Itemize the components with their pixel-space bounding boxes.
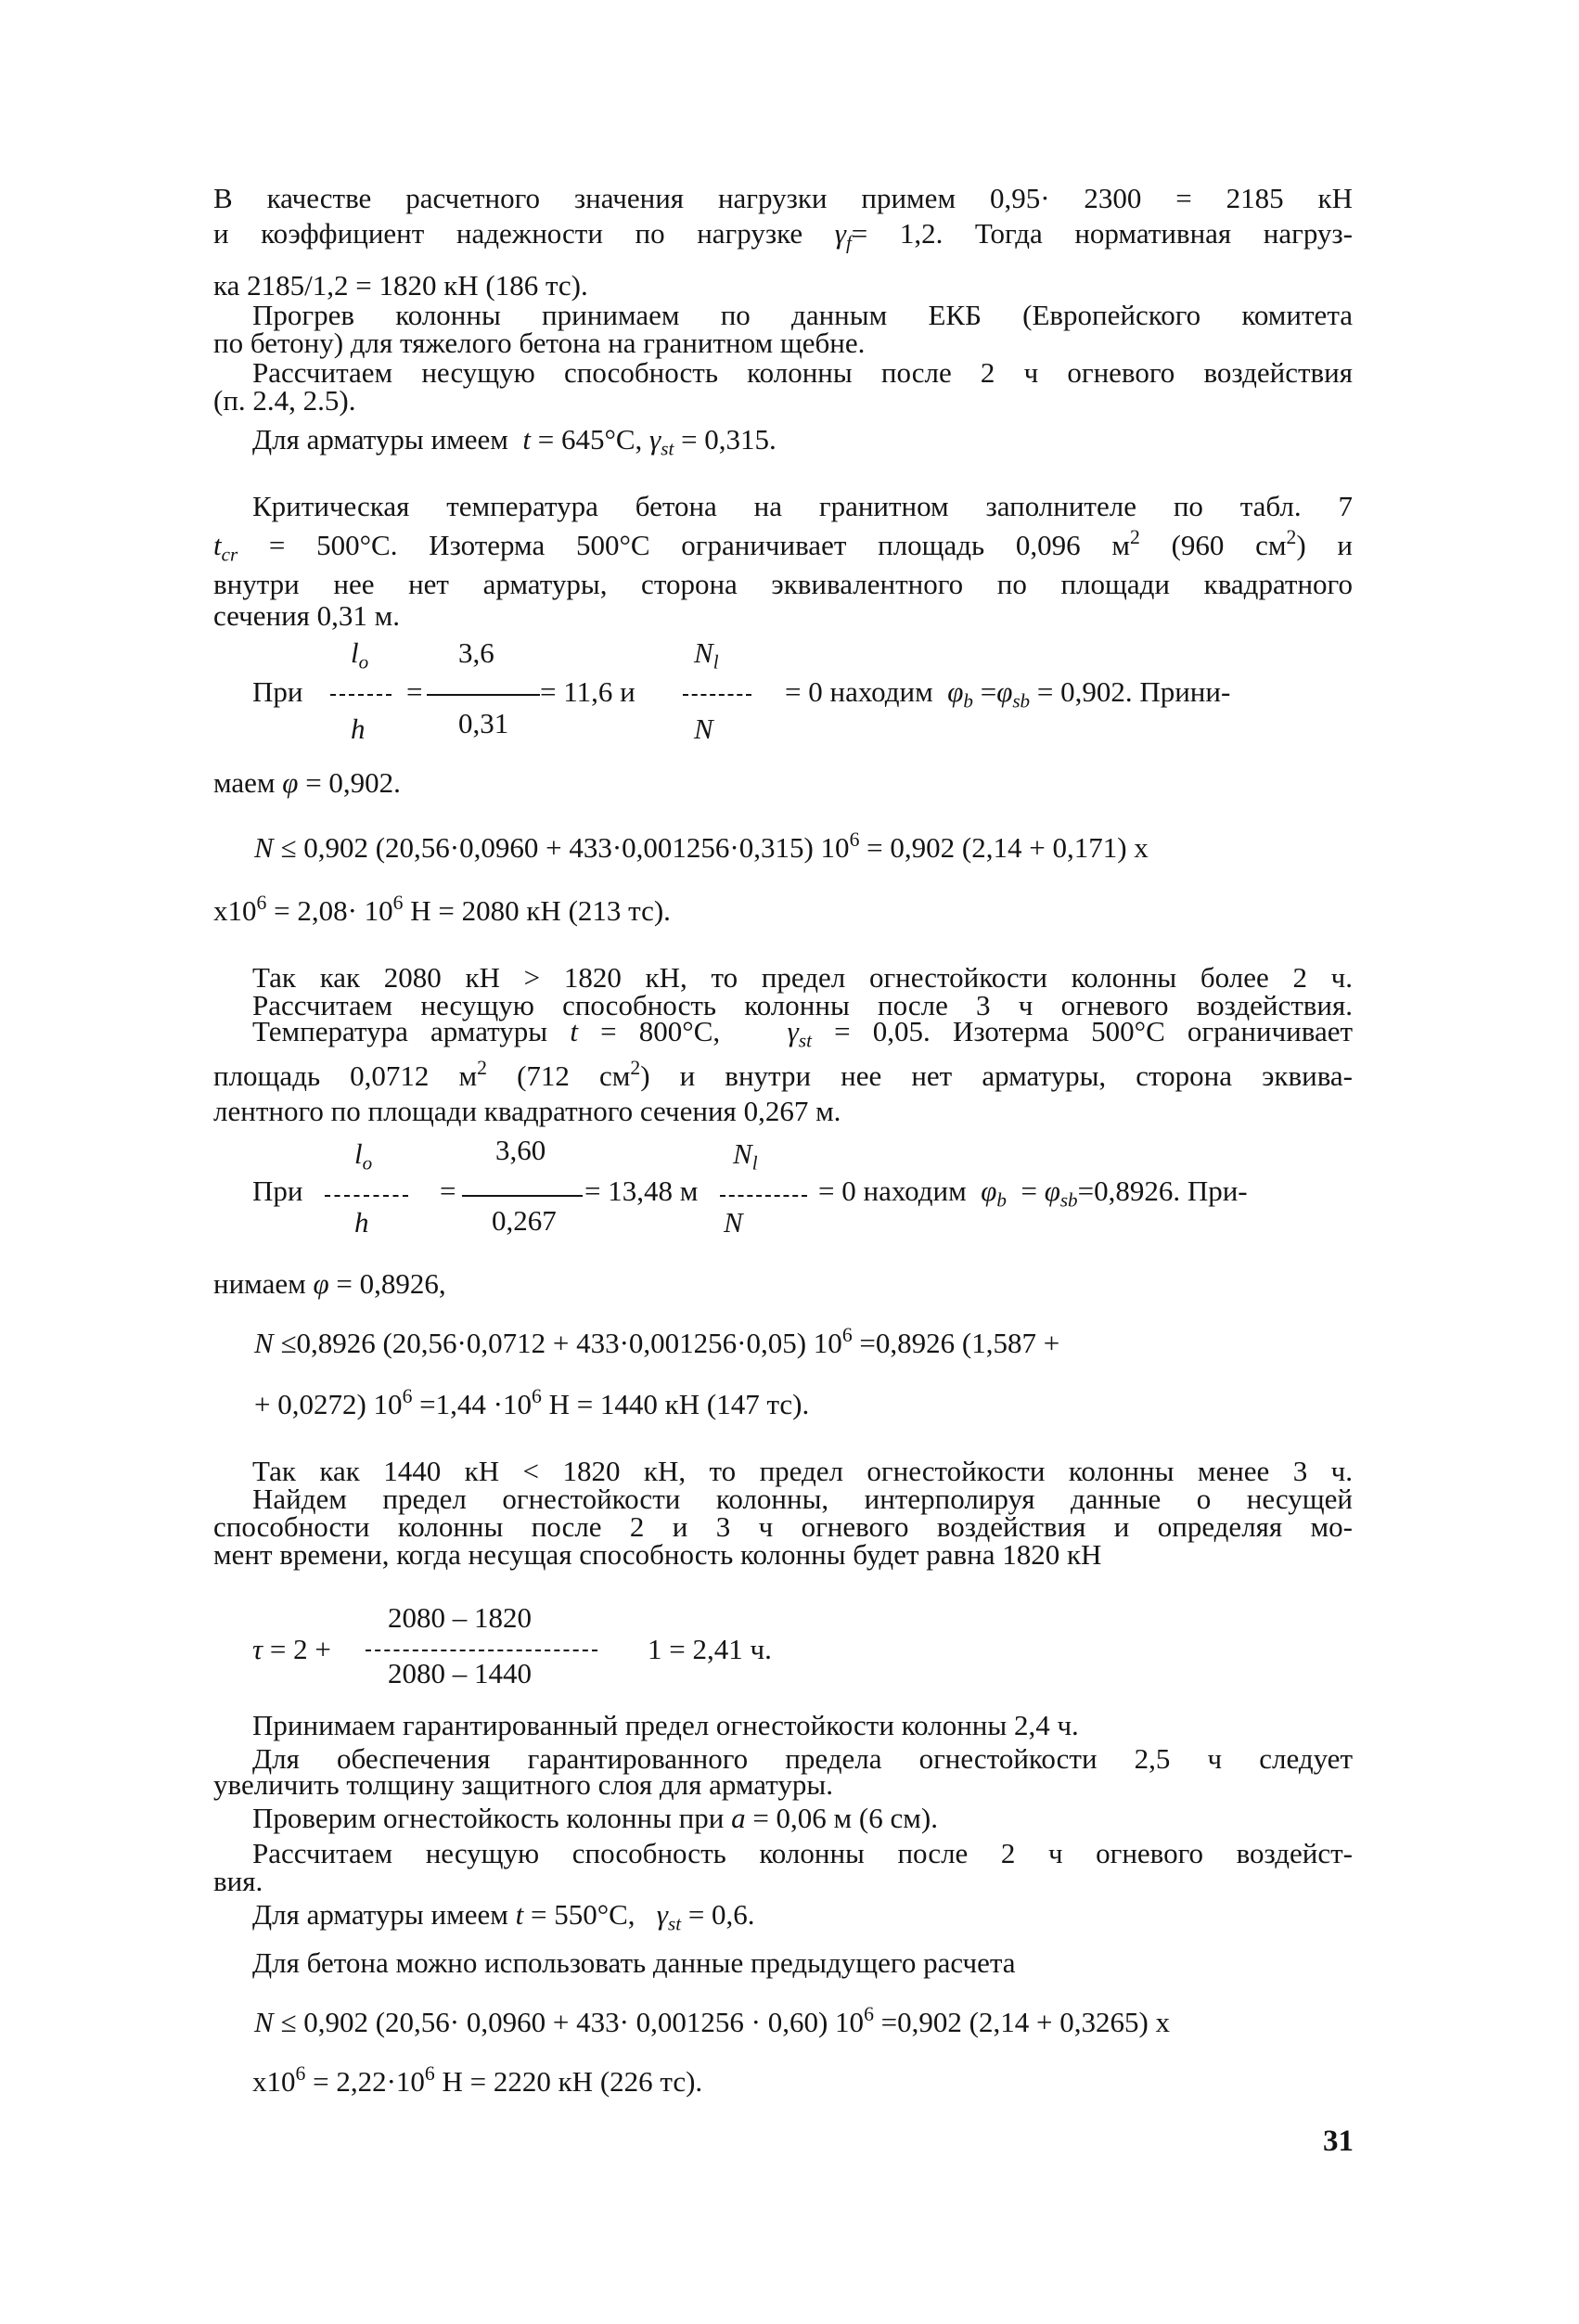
- text-line: по бетону) для тяжелого бетона на гранитном щебне.: [213, 327, 866, 359]
- equation-4-line: N ≤0,8926 (20,56·0,0712 + 433·0,001256·0,05) $10^6 =0,8926$ (1,587 +: [254, 1324, 1060, 1359]
- frac-numerator: 3,6: [458, 636, 494, 669]
- text-line: маем φ = 0,902.: [213, 766, 401, 799]
- equation-6-line: $х10^6 = 2,22\cdot 10^6$ Н = 2220 кН (226 тс).: [252, 2062, 703, 2098]
- text-line: Рассчитаем несущую способность колонны после 2 ч огневого воздейст-: [252, 1837, 1353, 1869]
- text-line: В качестве расчетного значения нагрузки примем 0,95· 2300 = 2185 кН: [213, 182, 1353, 214]
- text-line: Для арматуры имеем t = 550°С, $\gamma_{st} = 0,6$.: [252, 1898, 755, 1935]
- text-line: способности колонны после 2 и 3 ч огневого воздействия и определяя мо-: [213, 1510, 1353, 1543]
- text-line: Рассчитаем несущую способность колонны после 3 ч огневого воздействия.: [252, 989, 1353, 1021]
- text-line: нимаем φ = 0,8926,: [213, 1267, 446, 1300]
- frac-denominator: h: [354, 1206, 369, 1239]
- eq-tau: τ = 2 +: [252, 1633, 331, 1665]
- text-line: Температура арматуры t = 800°С, $\gamma_{st} = 0,05$. Изотерма 500°С ограничивает: [252, 1015, 1354, 1052]
- text-line: Для арматуры имеем t = 645°С, $\gamma_{st} = 0,315$.: [252, 423, 777, 460]
- text-line: лентного по площади квадратного сечения 0,267 м.: [213, 1095, 841, 1127]
- eq-tail: = 0 находим $\varphi_b =\varphi_{sb} = 0,902$. Прини-: [785, 675, 1231, 713]
- text-line: увеличить толщину защитного слоя для арматуры.: [213, 1768, 833, 1801]
- eq-label: При: [252, 1175, 303, 1207]
- eq-result: 1 = 2,41 ч.: [648, 1633, 772, 1665]
- text-line: Принимаем гарантированный предел огнестойкости колонны 2,4 ч.: [252, 1709, 1079, 1741]
- text-line: Так как 1440 кН < 1820 кН, то предел огнестойкости колонны менее 3 ч.: [252, 1455, 1353, 1487]
- text-line: Прогрев колонны принимаем по данным ЕКБ (Европейского комитета: [252, 299, 1353, 331]
- text-line: Так как 2080 кН > 1820 кН, то предел огнестойкости колонны более 2 ч.: [252, 961, 1353, 994]
- text-line: (п. 2.4, 2.5).: [213, 384, 356, 417]
- text-line: сечения 0,31 м.: [213, 599, 401, 632]
- fraction-bar: [366, 1650, 597, 1651]
- equation-4-line: + 0,0272) $10^6 =1,44 \cdot 10^6$ Н = 1440 кН (147 тс).: [254, 1385, 810, 1420]
- frac-denominator: 0,31: [458, 707, 509, 739]
- fraction-bar: [325, 1195, 408, 1197]
- text-line: Найдем предел огнестойкости колонны, интерполируя данные о несущей: [252, 1483, 1353, 1515]
- frac-denominator: 2080 – 1440: [388, 1657, 532, 1689]
- fraction-bar: [683, 694, 751, 696]
- text-line: ка 2185/1,2 = 1820 кН (186 тс).: [213, 269, 588, 302]
- frac-denominator: N: [724, 1206, 743, 1239]
- fraction-bar: [462, 1195, 583, 1197]
- equation-6-line: N ≤ 0,902 (20,56· 0,0960 + 433· 0,001256 · 0,60) $10^6 =0,902$ (2,14 + 0,3265) х: [254, 2003, 1171, 2038]
- equals-sign: =: [440, 1175, 456, 1207]
- equation-2-line: $х10^6 = 2,08\cdot 10^6$ Н = 2080 кН (213 тс).: [213, 892, 671, 927]
- text-line: Проверим огнестойкость колонны при a = 0,06 м (6 см).: [252, 1802, 938, 1834]
- frac-denominator: h: [351, 713, 366, 745]
- eq-result: = 13,48 м: [584, 1175, 699, 1207]
- text-line: Рассчитаем несущую способность колонны после 2 ч огневого воздействия: [252, 356, 1353, 389]
- text-line: Для бетона можно использовать данные предыдущего расчета: [252, 1946, 1016, 1979]
- fraction-bar: [330, 694, 392, 696]
- eq-tail: = 0 находим $\varphi_b = \varphi_{sb}=0,8926$. При-: [818, 1175, 1248, 1212]
- frac-numerator: $N_l$: [694, 636, 719, 674]
- frac-numerator: $l_o$: [351, 636, 369, 674]
- fraction-bar: [720, 1195, 807, 1197]
- frac-denominator: N: [694, 713, 713, 745]
- eq-label: При: [252, 675, 303, 708]
- text-line: Критическая температура бетона на гранитном заполнителе по табл. 7: [252, 490, 1353, 522]
- page-number: 31: [1323, 2125, 1354, 2158]
- text-line: и коэффициент надежности по нагрузке $\gamma_f= 1,2$. Тогда нормативная нагруз-: [213, 217, 1353, 254]
- frac-numerator: 2080 – 1820: [388, 1601, 532, 1634]
- text-line: Для обеспечения гарантированного предела огнестойкости 2,5 ч следует: [252, 1742, 1353, 1775]
- text-line: площадь 0,0712 $м^2$ (712 $см^2$) и внутри нее нет арматуры, сторона эквива-: [213, 1057, 1354, 1092]
- text-line: мент времени, когда несущая способность колонны будет равна 1820 кН: [213, 1538, 1102, 1571]
- equals-sign: =: [406, 675, 423, 708]
- frac-denominator: 0,267: [492, 1204, 557, 1237]
- fraction-bar: [427, 694, 540, 696]
- text-line: внутри нее нет арматуры, сторона эквивалентного по площади квадратного: [213, 568, 1353, 600]
- text-line: $t_{cr} = 500^\circ С$. Изотерма 500°С ограничивает площадь 0,096 $м^2$ (960 $см^2$) и: [213, 526, 1354, 566]
- eq-result: = 11,6 и: [540, 675, 635, 708]
- equation-2-line: N ≤ 0,902 (20,56·0,0960 + 433·0,001256·0,315) $10^6 = 0,902$ (2,14 + 0,171) х: [254, 828, 1149, 864]
- frac-numerator: $l_o$: [354, 1137, 373, 1175]
- frac-numerator: $N_l$: [733, 1137, 758, 1175]
- text-line: вия.: [213, 1865, 263, 1897]
- frac-numerator: 3,60: [495, 1134, 546, 1166]
